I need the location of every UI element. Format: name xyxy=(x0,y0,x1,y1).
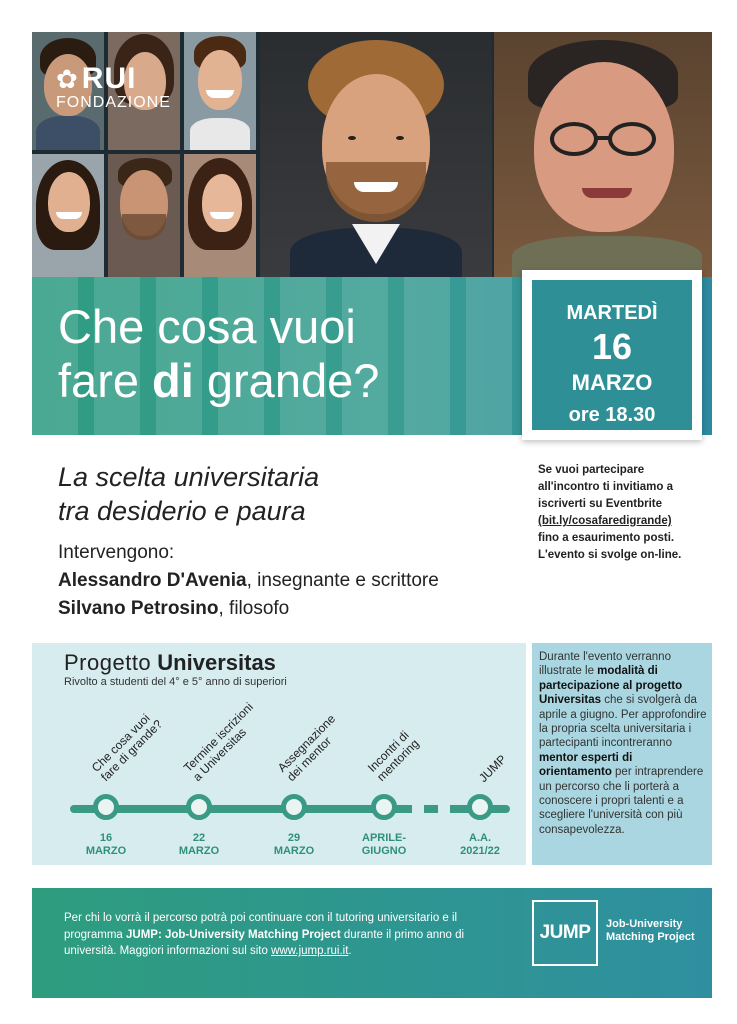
flower-logo-icon: ✿ xyxy=(56,64,78,94)
portrait-student-6 xyxy=(184,154,256,277)
speakers-label: Intervengono: xyxy=(58,542,175,563)
timeline-step-date: A.A. 2021/22 xyxy=(460,832,500,857)
footer-text: Per chi lo vorrà il percorso potrà poi continuare con il tutoring universitario e il programma JUMP: Job-University Matching Project durante il primo anno di università. Maggiori informazioni sul sito www.jump.rui.it. xyxy=(64,912,465,957)
portrait-silvano-petrosino xyxy=(494,32,712,277)
headline xyxy=(58,300,518,408)
jump-logo-caption: Job-University Matching Project xyxy=(606,918,695,943)
portrait-alessandro-davenia xyxy=(260,32,492,277)
header-photo-collage xyxy=(32,32,712,277)
timeline-step-label: Che cosa vuoi fare di grande? xyxy=(88,711,166,784)
timeline-step-label: Incontri di mentoring xyxy=(364,728,422,784)
timeline-step-label: Assegnazione dei mentor xyxy=(274,711,339,784)
event-subtitle: La scelta universitaria tra desiderio e paura xyxy=(58,462,320,526)
headline-line-2: fare di grande? xyxy=(58,354,380,407)
event-time: ore 18.30 xyxy=(568,404,656,426)
timeline-step-date: 16 MARZO xyxy=(85,832,127,857)
timeline-step-label: JUMP xyxy=(476,751,510,785)
timeline-node xyxy=(467,794,493,820)
timeline-node xyxy=(281,794,307,820)
speaker-2: Silvano Petrosino, filosofo xyxy=(58,598,290,619)
event-date-box xyxy=(522,270,702,440)
speaker-1: Alessandro D'Avenia, insegnante e scrittore xyxy=(58,570,439,591)
project-description: Durante l'evento verranno illustrate le modalità di partecipazione al progetto Universitas che si svolgerà da aprile a giugno. Per approfondire la propria scelta universitaria i partecipanti incontreranno mentor esperti di orientamento per intraprendere un percorso che li porterà a conoscere i propri talenti e a scegliere l'università con più consapevolezza. xyxy=(539,651,707,836)
eventbrite-link[interactable]: (bit.ly/cosafaredigrande) xyxy=(538,515,672,527)
project-subtitle: Rivolto a studenti del 4° e 5° anno di superiori xyxy=(64,676,287,688)
jump-website-link[interactable]: www.jump.rui.it xyxy=(271,945,349,957)
timeline-step-date: 29 MARZO xyxy=(273,832,315,857)
project-title: Progetto Universitas xyxy=(64,650,276,675)
portrait-student-4 xyxy=(32,154,104,277)
event-weekday: MARTEDÌ xyxy=(566,302,658,324)
timeline-node xyxy=(371,794,397,820)
event-day: 16 xyxy=(591,326,633,367)
jump-logo: JUMP xyxy=(532,900,598,966)
timeline-step-date: 22 MARZO xyxy=(178,832,220,857)
event-month: MARZO xyxy=(571,370,653,395)
registration-info: Se vuoi partecipare all'incontro ti invitiamo a iscriverti su Eventbrite (bit.ly/cosafaredigrande) fino a esaurimento posti. L'evento si svolge on-line. xyxy=(538,462,708,564)
portrait-student-5 xyxy=(108,154,180,277)
rui-foundation-logo: ✿ RUI FONDAZIONE xyxy=(56,62,171,111)
timeline-node xyxy=(186,794,212,820)
timeline-node xyxy=(93,794,119,820)
timeline-step-date: APRILE- GIUGNO xyxy=(361,832,407,857)
timeline-step-label: Termine iscrizioni a Universitas xyxy=(180,699,256,784)
headline-line-1: Che cosa vuoi xyxy=(58,300,356,353)
